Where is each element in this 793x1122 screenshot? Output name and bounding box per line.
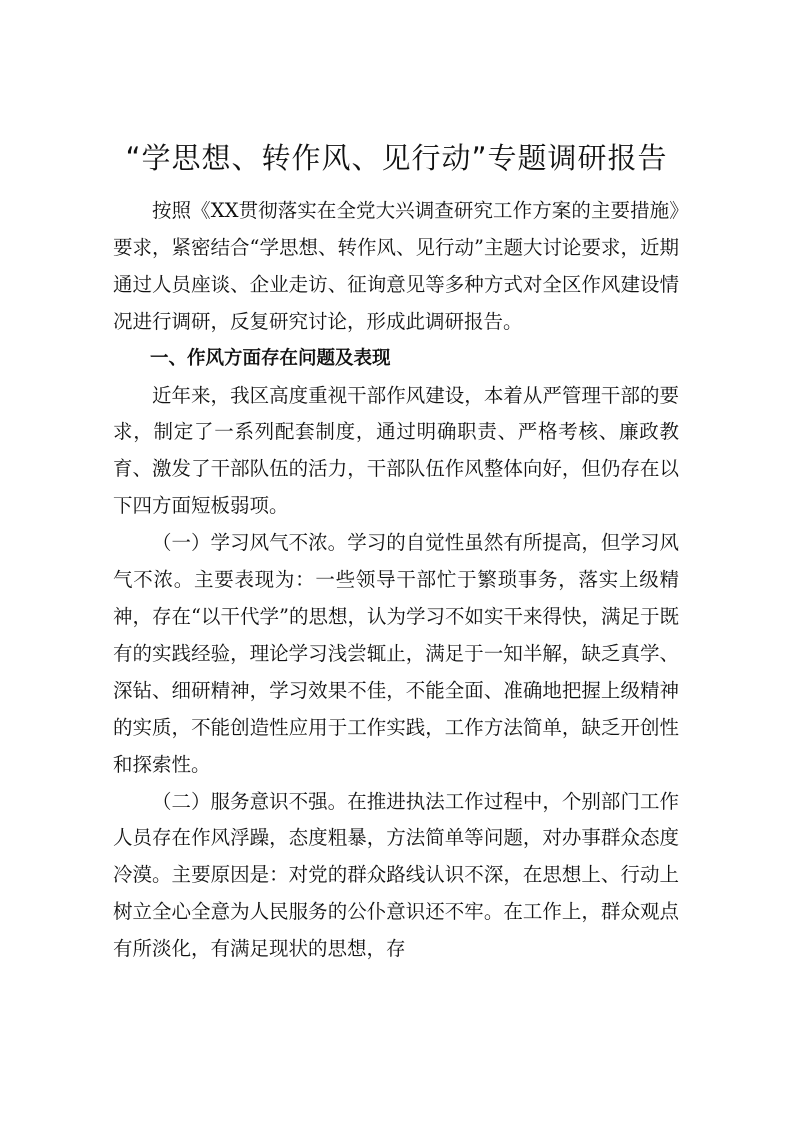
item-1-body: 学习的自觉性虽然有所提高，但学习风气不浓。主要表现为：一些领导干部忙于繁琐事务，落实上级精神，存在“以干代学”的思想，认为学习不如实干来得快，满足于既有的实践经验，理论学习浅尝辄止，满足于一知半解，缺乏真学、深钻、细研精神，学习效果不佳，不能全面、准确地把握上级精神的实质，不能创造性应用于工作实践，工作方法简单，缺乏开创性和探索性。 (113, 531, 679, 776)
item-2-body: 在推进执法工作过程中，个别部门工作人员存在作风浮躁，态度粗暴，方法简单等问题，对办事群众态度冷漠。主要原因是：对党的群众路线认识不深，在思想上、行动上树立全心全意为人民服务的公仆意识还不牢。在工作上，群众观点有所淡化，有满足现状的思想，存 (113, 789, 679, 961)
item-1-paragraph (113, 525, 679, 783)
section-heading: 一、作风方面存在问题及表现 (150, 347, 391, 369)
intro-paragraph: 按照《XX贯彻落实在全党大兴调查研究工作方案的主要措施》要求，紧密结合“学思想、转作风、见行动”主题大讨论要求，近期通过人员座谈、企业走访、征询意见等多种方式对全区作风建设情况进行调研，反复研究讨论，形成此调研报告。 (113, 199, 679, 333)
item-1-lead: （一）学习风气不浓。 (152, 531, 348, 555)
document-body (113, 193, 679, 968)
item-2-lead: （二）服务意识不强。 (152, 789, 348, 813)
document-title: “学思想、转作风、见行动”专题调研报告 (125, 141, 668, 175)
item-2-paragraph (113, 784, 679, 969)
overview-paragraph: 近年来，我区高度重视干部作风建设，本着从严管理干部的要求，制定了一系列配套制度，通过明确职责、严格考核、廉政教育、激发了干部队伍的活力，干部队伍作风整体向好，但仍存在以下四方面短板弱项。 (113, 383, 679, 518)
